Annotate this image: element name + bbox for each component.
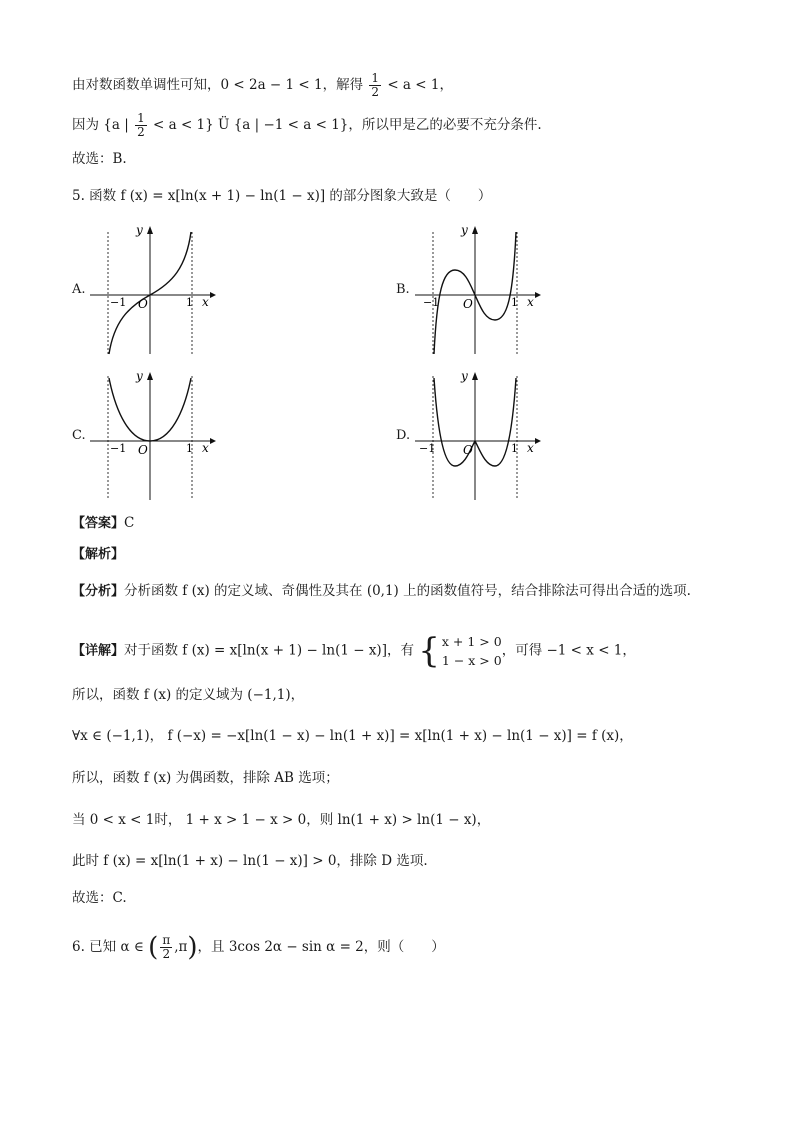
line-choose-b: 故选：B. (72, 151, 127, 167)
line-monotonic (72, 72, 453, 99)
math: < a < 1} (148, 117, 214, 133)
answer-tag: 【答案】 (72, 516, 125, 531)
origin-label: O (463, 443, 473, 457)
question-6 (72, 934, 445, 961)
option-c-label: C. (72, 428, 86, 443)
math: {a | −1 < a < 1} (233, 117, 349, 133)
math: 0 < 2a − 1 < 1 (220, 77, 323, 93)
answer-value: C (124, 515, 135, 531)
paren-open: ( (148, 932, 159, 963)
math: {a | (103, 117, 129, 133)
even-line: 所以，函数 f (x) 为偶函数，排除 AB 选项； (72, 770, 339, 786)
when-line: 当 0 < x < 1时， 1 + x > 1 − x > 0，则 ln(1 + x) > ln(1 − x)， (72, 812, 491, 828)
axis-y-label: y (136, 369, 143, 383)
q6-post: ，且 3cos 2α − sin α = 2，则（ ） (197, 939, 445, 955)
tick-neg-one: −1 (110, 296, 127, 309)
graph-c (90, 368, 220, 503)
text: 由对数函数单调性可知， (72, 77, 221, 93)
denominator: 2 (371, 85, 380, 99)
forall-line: ∀x ∈ (−1,1)， f (−x) = −x[ln(1 − x) − ln(1 + x)] = x[ln(1 + x) − ln(1 − x)] = f (x)， (72, 728, 633, 744)
system-row-2: 1 − x > 0 (441, 653, 502, 668)
axis-x-label: x (202, 441, 209, 455)
system-rows (442, 632, 502, 670)
tick-pos-one: 1 (186, 442, 193, 455)
axis-y-label: y (461, 369, 468, 383)
fenxi-line (72, 581, 691, 602)
denominator: 2 (162, 947, 171, 961)
axis-x-label: x (202, 295, 209, 309)
xiangjie-pre: 对于函数 f (x) = x[ln(x + 1) − ln(1 − x)]，有 (124, 642, 414, 659)
xiangjie-line (72, 632, 636, 670)
tick-pos-one: 1 (511, 442, 518, 455)
tick-neg-one: −1 (110, 442, 127, 455)
graph-d (415, 368, 545, 503)
graph-b (415, 222, 545, 357)
option-a-label: A. (72, 282, 86, 297)
numerator: 1 (137, 111, 145, 125)
fraction-half (135, 112, 147, 139)
question-5: 5. 函数 f (x) = x[ln(x + 1) − ln(1 − x)] 的部分图象大致是（ ） (72, 188, 492, 204)
domain-line: 所以，函数 f (x) 的定义域为 (−1,1)， (72, 687, 305, 703)
axis-x-label: x (527, 295, 534, 309)
tick-pos-one: 1 (186, 296, 193, 309)
xiangjie-post: ，可得 −1 < x < 1， (501, 642, 636, 659)
tick-neg-one: −1 (419, 442, 436, 455)
fenxi-tag: 【分析】 (72, 584, 125, 599)
tick-neg-one: −1 (423, 296, 440, 309)
fraction-pi-over-2 (160, 934, 172, 961)
fenxi-text: 分析函数 f (x) 的定义域、奇偶性及其在 (0,1) 上的函数值符号，结合排除法可得出合适的选项. (124, 583, 691, 599)
axis-y-label: y (461, 223, 468, 237)
q6-pre: 6. 已知 α ∈ (72, 939, 144, 955)
denominator: 2 (137, 125, 145, 139)
option-d-label: D. (396, 428, 411, 443)
text: ，所以甲是乙的必要不充分条件. (348, 117, 542, 133)
axis-y-label: y (136, 223, 143, 237)
choose-c-line: 故选：C. (72, 890, 127, 906)
numerator: π (162, 933, 171, 947)
graph-a (90, 222, 220, 357)
fraction-half (369, 72, 381, 99)
text: 因为 (72, 117, 99, 133)
paren-close: ) (187, 932, 198, 963)
math: Ü (213, 117, 234, 133)
xiangjie-tag: 【详解】 (72, 643, 125, 659)
tick-pos-one: 1 (511, 296, 518, 309)
origin-label: O (138, 443, 148, 457)
inequality-system (418, 632, 501, 670)
brace: { (418, 631, 440, 671)
math: < a < 1， (383, 77, 453, 93)
option-b-label: B. (396, 282, 410, 297)
origin-label: O (463, 297, 473, 311)
then-line: 此时 f (x) = x[ln(1 + x) − ln(1 − x)] > 0，排除 D 选项. (72, 853, 428, 869)
q6-interval-end: ,π (174, 939, 188, 955)
system-row-1: x + 1 > 0 (441, 634, 502, 649)
line-because (72, 112, 542, 139)
axis-x-label: x (527, 441, 534, 455)
analysis-tag: 【解析】 (72, 547, 125, 562)
answer-line (72, 513, 134, 534)
origin-label: O (138, 297, 148, 311)
numerator: 1 (371, 71, 380, 85)
text: ，解得 (322, 77, 364, 93)
